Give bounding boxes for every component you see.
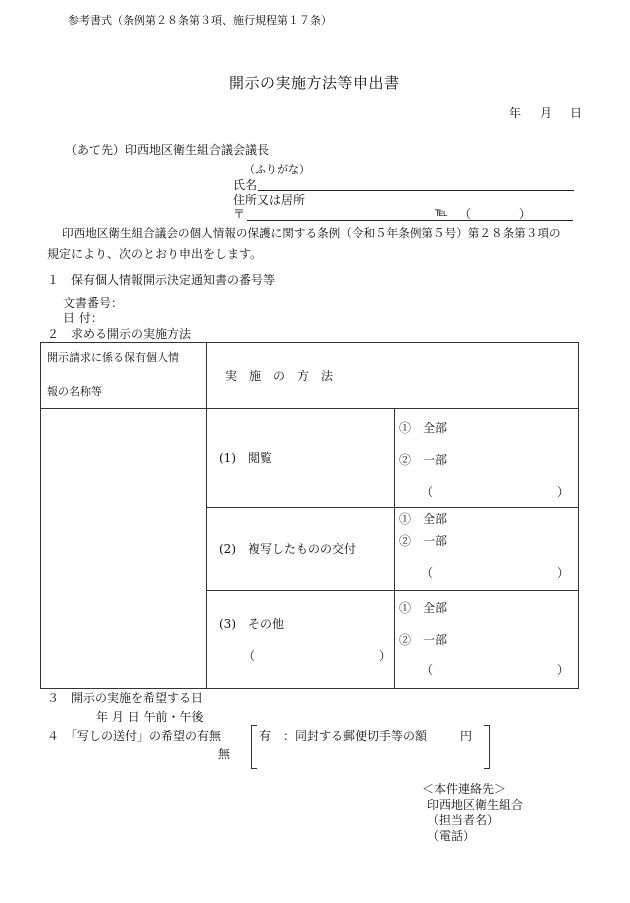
method-3-all[interactable]: ① 全部 xyxy=(399,601,448,615)
contact-person: （担当者名） xyxy=(427,813,500,827)
method-3-cell xyxy=(207,591,395,689)
table-header-method xyxy=(207,343,579,409)
section2-heading: ２ 求める開示の実施方法 xyxy=(47,327,192,341)
method-1-part[interactable]: ② 一部 xyxy=(399,453,448,467)
method-1-label: (1) 閲覧 xyxy=(219,451,272,465)
contact-phone: （電話） xyxy=(427,829,476,843)
doc-date-label: 日 付： xyxy=(63,311,103,325)
section3-heading: ３ 開示の実施を希望する日 xyxy=(47,691,204,705)
postal-mark: 〒 xyxy=(233,207,246,221)
reference-note: 参考書式（条例第２８条第３項、施行規程第１７条） xyxy=(68,14,332,27)
method-3-part[interactable]: ② 一部 xyxy=(399,633,448,647)
doc-number-label: 文書番号： xyxy=(63,296,124,310)
method-1-options xyxy=(395,409,579,508)
section3-date-line[interactable]: 年 月 日 午前・午後 xyxy=(96,710,204,724)
tel-label: ℡ xyxy=(435,205,448,219)
name-field-line[interactable] xyxy=(258,190,574,191)
contact-org: 印西地区衛生組合 xyxy=(427,798,524,812)
date-day[interactable]: 日 xyxy=(570,106,583,120)
address-label: 住所又は居所 xyxy=(233,193,306,207)
intro-line-1: 印西地区衛生組合議会の個人情報の保護に関する条例（令和５年条例第５号）第２８条第３項の xyxy=(62,226,561,240)
yen-label: 円 xyxy=(460,729,473,743)
method-2-paren-close: ） xyxy=(557,566,570,580)
table-header-info-name xyxy=(41,343,207,409)
method-3-paren-close: ） xyxy=(557,663,570,677)
method-1-paren-close: ） xyxy=(557,485,570,499)
addressee: （あて先）印西地区衛生組合議会議長 xyxy=(65,143,270,157)
method-2-paren-open: （ xyxy=(421,566,434,580)
address-field-line[interactable] xyxy=(247,220,573,221)
method-2-cell xyxy=(207,508,395,591)
option-yes[interactable]: 有 ：同封する郵便切手等の額 xyxy=(259,729,428,743)
name-label: 氏名 xyxy=(233,178,258,192)
section4-heading: ４ 「写しの送付」の希望の有無 xyxy=(47,729,222,743)
method-3-options xyxy=(395,591,579,689)
method-2-part[interactable]: ② 一部 xyxy=(399,534,448,548)
left-bracket xyxy=(251,725,257,769)
date-month[interactable]: 月 xyxy=(540,106,553,120)
section1-heading: １ 保有個人情報開示決定通知書の番号等 xyxy=(47,273,276,287)
col1-header-line1: 開示請求に係る保有個人情 xyxy=(47,351,179,364)
tel-paren-open: （ xyxy=(459,207,472,221)
contact-title: ＜本件連絡先＞ xyxy=(422,782,507,796)
option-no[interactable]: 無 xyxy=(218,747,231,761)
col1-header-line2: 報の名称等 xyxy=(47,385,102,398)
tel-paren-close: ） xyxy=(519,207,532,221)
method-2-label: (2) 複写したものの交付 xyxy=(219,542,356,556)
method-1-cell xyxy=(207,409,395,508)
col2-header: 実 施 の 方 法 xyxy=(225,369,334,383)
method-1-paren-open: （ xyxy=(421,485,434,499)
right-bracket xyxy=(484,725,490,769)
method-3-other-close: ） xyxy=(379,649,392,663)
disclosure-method-table xyxy=(40,342,579,689)
document-title: 開示の実施方法等申出書 xyxy=(229,74,400,92)
method-2-all[interactable]: ① 全部 xyxy=(399,512,448,526)
method-2-options xyxy=(395,508,579,591)
intro-line-2: 規定により、次のとおり申出をします。 xyxy=(47,247,263,261)
method-1-all[interactable]: ① 全部 xyxy=(399,421,448,435)
furigana-label: （ふりがな） xyxy=(244,163,310,176)
date-year[interactable]: 年 xyxy=(509,106,522,120)
info-name-cell[interactable] xyxy=(41,409,207,689)
method-3-paren-open: （ xyxy=(421,663,434,677)
method-3-label: (3) その他 xyxy=(219,617,284,631)
method-3-other-open: （ xyxy=(243,649,256,663)
